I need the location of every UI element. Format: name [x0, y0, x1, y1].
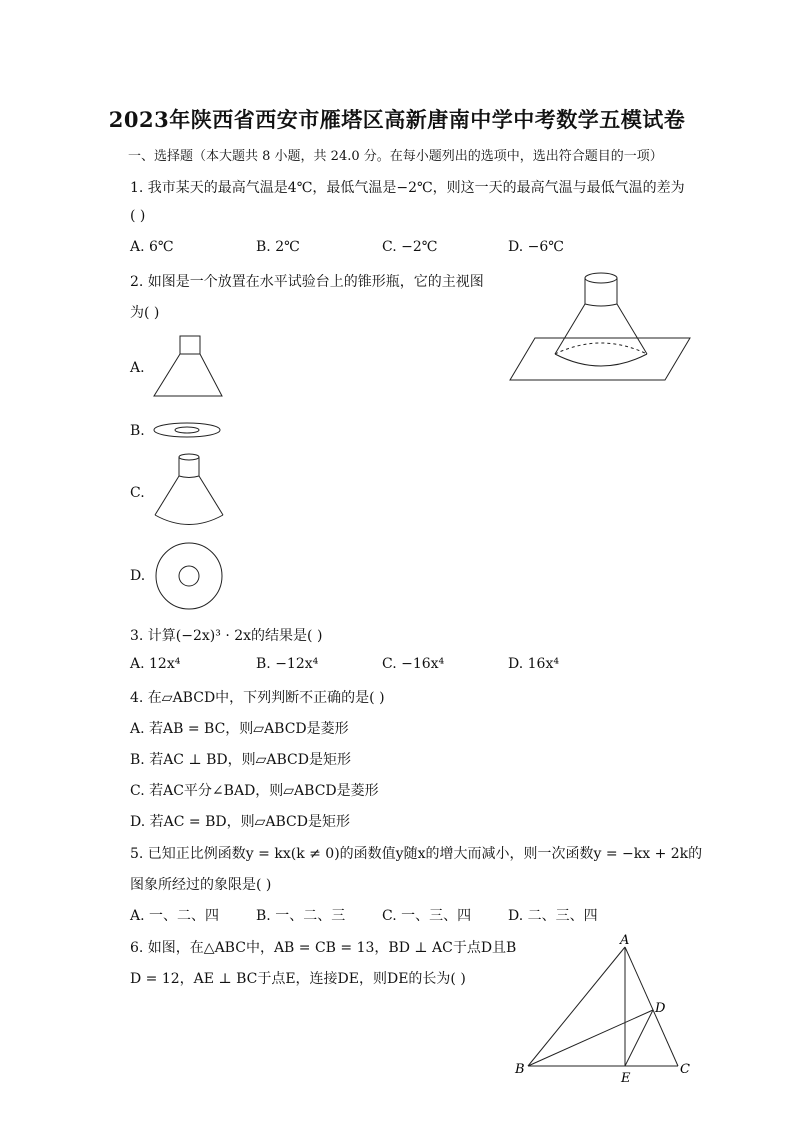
question-1-stem-line-1: 1. 我市某天的最高气温是4℃，最低气温是−2℃，则这一天的最高气温与最低气温的差为: [130, 180, 685, 196]
section-heading: 一、选择题（本大题共 8 小题，共 24.0 分。在每小题列出的选项中，选出符合题目的一项）: [128, 149, 663, 164]
question-1-option-c: C. −2℃: [382, 239, 438, 255]
question-1-option-b: B. 2℃: [256, 239, 300, 255]
page-title: 2023年陕西省西安市雁塔区高新唐南中学中考数学五模试卷: [108, 107, 686, 132]
point-c-label: C: [680, 1062, 690, 1077]
option-c-perspective-figure: [150, 452, 230, 528]
question-3-option-a: A. 12x⁴: [130, 656, 181, 672]
question-3-stem: 3. 计算(−2x)³ · 2x的结果是( ): [130, 628, 323, 644]
option-d-circles-figure: [154, 541, 226, 613]
question-4-option-b: B. 若AC ⊥ BD，则▱ABCD是矩形: [130, 752, 351, 768]
question-2-stem-line-2: 为( ): [130, 305, 160, 321]
question-3-option-b: B. −12x⁴: [256, 656, 319, 672]
question-3-option-c: C. −16x⁴: [382, 656, 445, 672]
question-2-option-b-label: B.: [130, 423, 145, 439]
question-2-option-a-label: A.: [130, 360, 145, 376]
question-6-stem-line-2: D = 12，AE ⊥ BC于点E，连接DE，则DE的长为( ): [130, 971, 466, 987]
question-5-stem-line-1: 5. 已知正比例函数y = kx(k ≠ 0)的函数值y随x的增大而减小，则一次函数y = −kx + 2k的: [130, 846, 703, 862]
point-b-label: B: [515, 1062, 525, 1077]
point-e-label: E: [621, 1071, 631, 1086]
flask-on-platform-figure: [505, 268, 695, 388]
option-a-front-view-figure: [150, 334, 230, 400]
question-1-option-a: A. 6℃: [130, 239, 174, 255]
question-1-option-d: D. −6℃: [508, 239, 564, 255]
option-b-top-view-figure: [150, 418, 226, 442]
point-a-label: A: [620, 933, 630, 948]
question-1-stem-line-2: ( ): [130, 208, 146, 224]
question-5-option-b: B. 一、二、三: [256, 908, 346, 924]
question-4-stem: 4. 在▱ABCD中，下列判断不正确的是( ): [130, 690, 385, 706]
triangle-abc-figure: [510, 932, 700, 1087]
question-5-option-c: C. 一、三、四: [382, 908, 472, 924]
question-6-stem-line-1: 6. 如图，在△ABC中，AB = CB = 13，BD ⊥ AC于点D且B: [130, 940, 517, 956]
question-3-option-d: D. 16x⁴: [508, 656, 559, 672]
question-2-option-c-label: C.: [130, 485, 145, 501]
question-4-option-a: A. 若AB = BC，则▱ABCD是菱形: [130, 721, 349, 737]
point-d-label: D: [655, 1001, 666, 1016]
question-2-option-d-label: D.: [130, 568, 146, 584]
question-4-option-c: C. 若AC平分∠BAD，则▱ABCD是菱形: [130, 783, 379, 799]
question-2-stem-line-1: 2. 如图是一个放置在水平试验台上的锥形瓶，它的主视图: [130, 274, 484, 290]
question-4-option-d: D. 若AC = BD，则▱ABCD是矩形: [130, 814, 350, 830]
question-5-stem-line-2: 图象所经过的象限是( ): [130, 877, 272, 893]
question-5-option-d: D. 二、三、四: [508, 908, 598, 924]
question-5-option-a: A. 一、二、四: [130, 908, 220, 924]
